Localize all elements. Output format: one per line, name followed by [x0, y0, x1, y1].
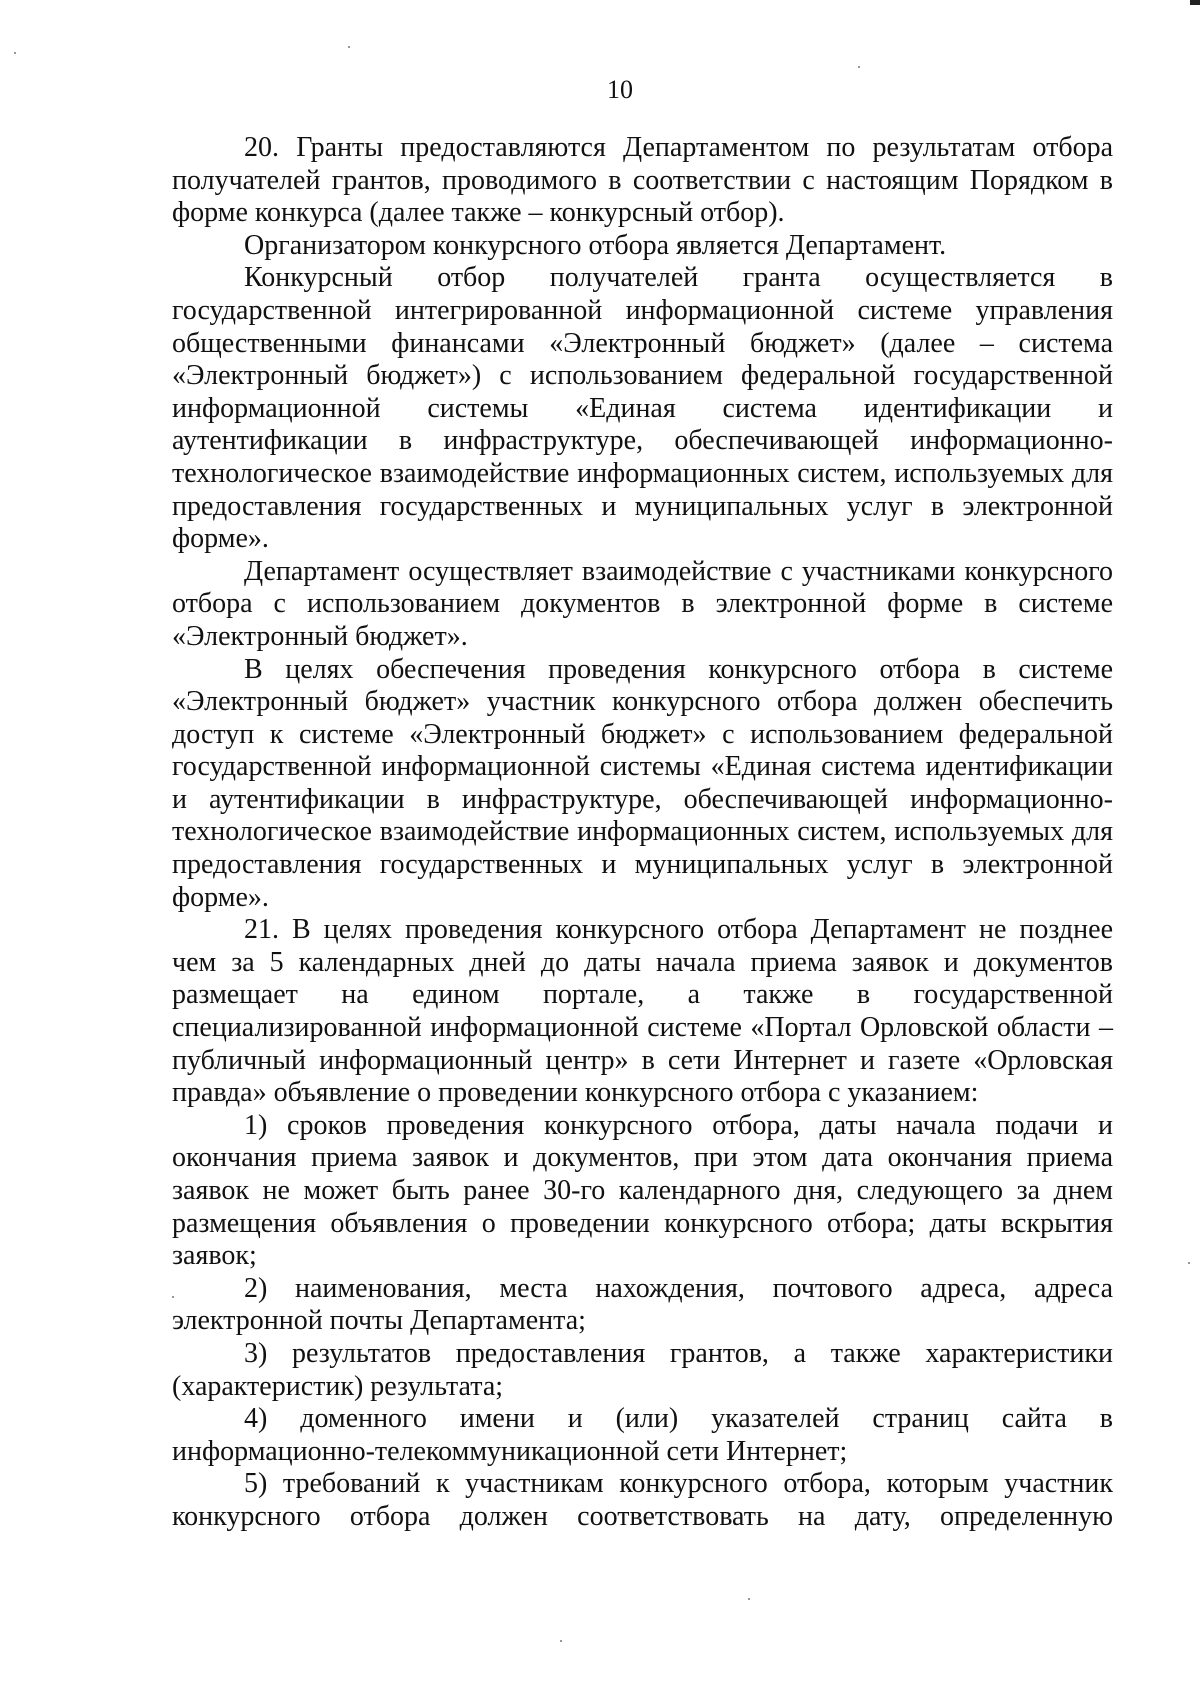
scan-speck — [14, 52, 16, 54]
document-body — [172, 132, 1113, 1534]
scan-speck — [172, 1296, 174, 1298]
paragraph-system: Конкурсный отбор получателей гранта осуществляется в государственной интегрированной информационной системе управления общественными финансами «Электронный бюджет» (далее – система «Электронный бюджет») с использованием федеральной государственной информационной системы «Единая система идентификации и аутентификации в инфраструктуре, обеспечивающей информационно-технологическое взаимодействие информационных систем, используемых для предоставления государственных и муниципальных услуг в электронной форме». — [172, 262, 1113, 555]
list-item-1: 1) сроков проведения конкурсного отбора, даты начала подачи и окончания приема заявок и документов, при этом дата окончания приема заявок не может быть ранее 30-го календарного дня, следующего за днем размещения объявления о проведении конкурсного отбора; даты вскрытия заявок; — [172, 1109, 1113, 1272]
paragraph-organizer: Организатором конкурсного отбора является Департамент. — [244, 229, 947, 261]
paragraph-21: 21. В целях проведения конкурсного отбора Департамент не позднее чем за 5 календарных дней до даты начала приема заявок и документов размещает на едином портале, а также в государственной специализированной информационной системе «Портал Орловской области – публичный информационный центр» в сети Интернет и газете «Орловская правда» объявление о проведении конкурсного отбора с указанием: — [172, 914, 1113, 1109]
scan-speck — [1188, 1262, 1190, 1264]
list-item-2: 2) наименования, места нахождения, почтового адреса, адреса электронной почты Департамента; — [172, 1272, 1113, 1337]
list-item-4: 4) доменного имени и (или) указателей страниц сайта в информационно-телекоммуникационной сети Интернет; — [172, 1403, 1113, 1467]
paragraph-20: 20. Гранты предоставляются Департаментом по результатам отбора получателей грантов, проводимого в соответствии с настоящим Порядком в форме конкурса (далее также – конкурсный отбор). — [172, 132, 1113, 229]
scan-corner-mark — [1190, 0, 1200, 5]
scan-speck — [560, 1640, 562, 1642]
paragraph-access: В целях обеспечения проведения конкурсного отбора в системе «Электронный бюджет» участник конкурсного отбора должен обеспечить доступ к системе «Электронный бюджет» с использованием федеральной государственной информационной системы «Единая система идентификации и аутентификации в инфраструктуре, обеспечивающей информационно-технологическое взаимодействие информационных систем, используемых для предоставления государственных и муниципальных услуг в электронной форме». — [172, 653, 1113, 913]
scan-speck — [348, 46, 350, 48]
list-item-5: 5) требований к участникам конкурсного отбора, которым участник конкурсного отбора должен соответствовать на дату, определенную — [172, 1468, 1113, 1532]
scan-speck — [858, 66, 860, 68]
list-item-3: 3) результатов предоставления грантов, а также характеристики (характеристик) результата; — [172, 1337, 1113, 1402]
paragraph-interaction: Департамент осуществляет взаимодействие с участниками конкурсного отбора с использованием документов в электронной форме в системе «Электронный бюджет». — [172, 555, 1113, 652]
page-number: 10 — [607, 75, 633, 104]
scan-speck — [748, 1598, 750, 1600]
